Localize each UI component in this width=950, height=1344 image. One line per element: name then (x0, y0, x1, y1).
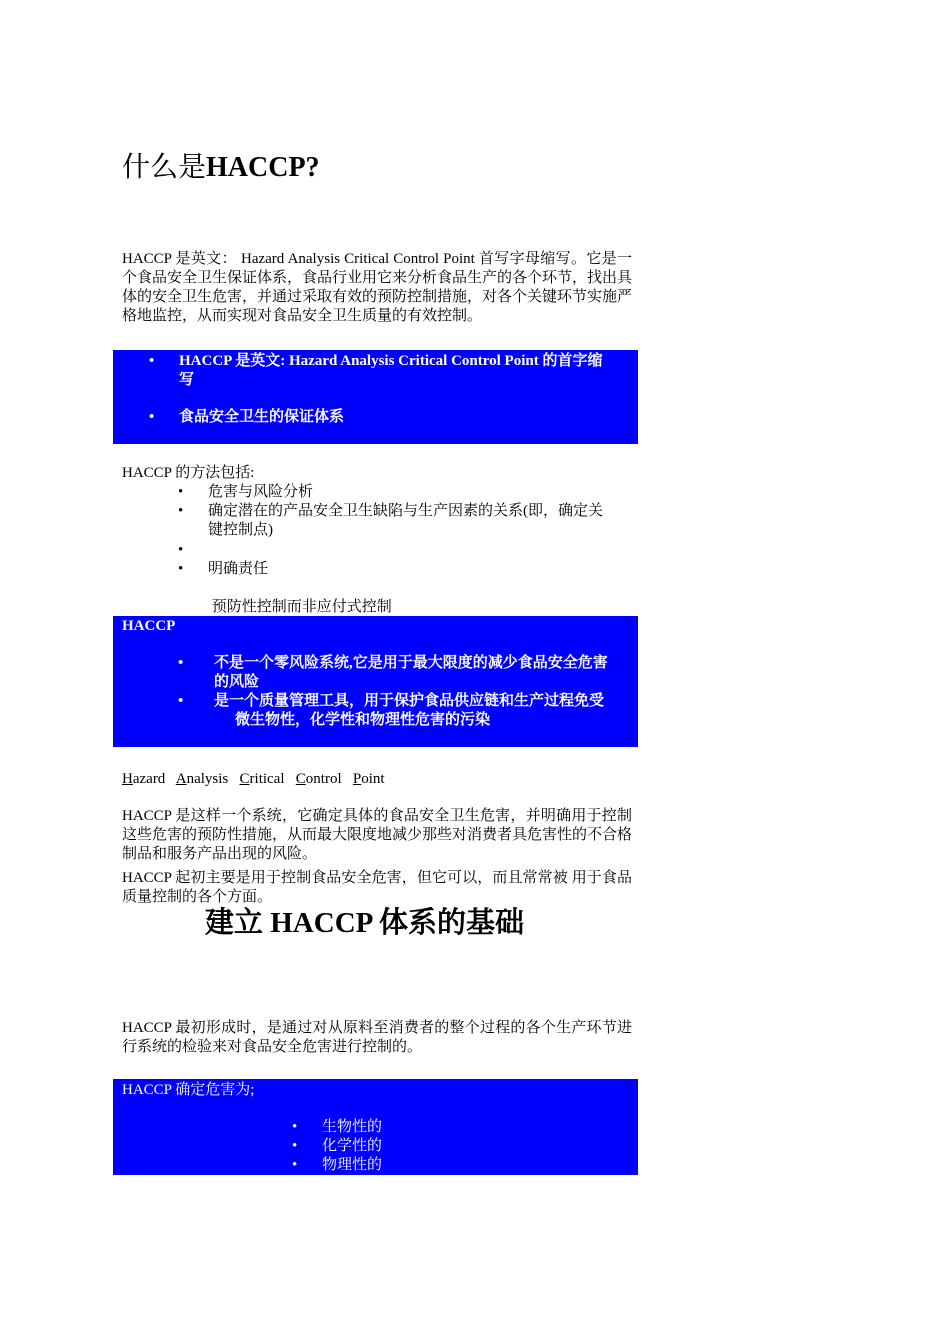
box-item-text: 微生物性，化学性和物理性危害的污染 (235, 712, 491, 728)
page-title-en: HACCP? (206, 152, 320, 183)
acronym-word: Analysis (175, 771, 229, 787)
box-heading: HACCP 确定危害为; (122, 1082, 255, 1098)
box-item-text: 是一个质量管理工具，用于保护食品供应链和生产过程免受 (214, 693, 605, 709)
bullet-icon: • (178, 542, 184, 558)
page-title (122, 150, 320, 186)
quality-paragraph: HACCP 起初主要是用于控制食品安全危害，但它可以，而且常常被 用于食品质量控制的各个方面。 (122, 870, 632, 905)
list-item-text: 预防性控制而非应付式控制 (208, 599, 392, 615)
list-item-text: 明确责任 (208, 561, 269, 577)
bullet-icon: • (149, 353, 155, 369)
definition-box (113, 350, 638, 444)
definition-item-text: 食品安全卫生的保证体系 (179, 409, 345, 425)
haccp-description-box (113, 616, 638, 747)
bullet-icon: • (178, 693, 184, 709)
acronym-word: Hazard (122, 771, 166, 787)
bullet-icon: • (292, 1157, 298, 1173)
hazard-types-box (113, 1079, 638, 1175)
definition-item-text: HACCP 是英文: Hazard Analysis Critical Control Point 的首字缩 (179, 353, 603, 369)
list-item-text: 键控制点) (208, 522, 273, 538)
bullet-icon: • (149, 409, 155, 425)
hazard-item-text: 生物性的 (322, 1119, 383, 1135)
box-item (178, 654, 628, 692)
box-item (178, 692, 628, 730)
box-heading: HACCP (122, 618, 176, 634)
bullet-icon: • (178, 655, 184, 671)
origin-paragraph: HACCP 最初形成时，是通过对从原料至消费者的整个过程的各个生产环节进行系统的检验来对食品安全危害进行控制的。 (122, 1020, 632, 1055)
bullet-icon: • (292, 1119, 298, 1135)
box-item-text: 的风险 (214, 674, 260, 690)
definition-item-text: 写 (179, 372, 195, 388)
acronym-word: Critical (239, 771, 285, 787)
section-title: 建立 HACCP 体系的基础 (205, 907, 525, 939)
list-item-text: 确定潜在的产品安全卫生缺陷与生产因素的关系(即，确定关 (208, 503, 603, 519)
methods-list (178, 483, 638, 615)
acronym-word: Point (352, 771, 385, 787)
hazard-item (292, 1156, 592, 1175)
hazard-item (292, 1118, 592, 1137)
acronym-word: Control (295, 771, 342, 787)
methods-heading: HACCP 的方法包括: (122, 465, 255, 481)
system-paragraph: HACCP 是这样一个系统，它确定具体的食品安全卫生危害，并明确用于控制这些危害的预防性措施，从而最大限度地减少那些对消费者具危害性的不合格制品和服务产品出现的风险。 (122, 808, 633, 862)
box-item-text: 不是一个零风险系统,它是用于最大限度的减少食品安全危害 (214, 655, 608, 671)
intro-paragraph: HACCP 是英文： Hazard Analysis Critical Control Point 首写字母缩写。它是一个食品安全卫生保证体系，食品行业用它来分析食品生产的各个环节，找出具体的安全卫生危害，并通过采取有效的预防控制措施，对各个关键环节实施严格地监控，从而实现对食品安全卫生质量的有效控制。 (122, 251, 633, 324)
bullet-icon: • (178, 503, 184, 519)
hazard-item (292, 1137, 592, 1156)
acronym-line (122, 770, 385, 789)
bullet-icon: • (292, 1138, 298, 1154)
bullet-icon: • (178, 561, 184, 577)
list-item (178, 502, 638, 540)
hazard-item-text: 物理性的 (322, 1157, 383, 1173)
list-item-text: 危害与风险分析 (208, 484, 314, 500)
page-title-cn: 什么是 (122, 152, 207, 183)
list-item (178, 560, 638, 579)
bullet-icon: • (178, 484, 184, 500)
hazard-item-text: 化学性的 (322, 1138, 383, 1154)
list-item (178, 483, 638, 502)
definition-item (149, 352, 609, 390)
definition-item (149, 408, 609, 427)
